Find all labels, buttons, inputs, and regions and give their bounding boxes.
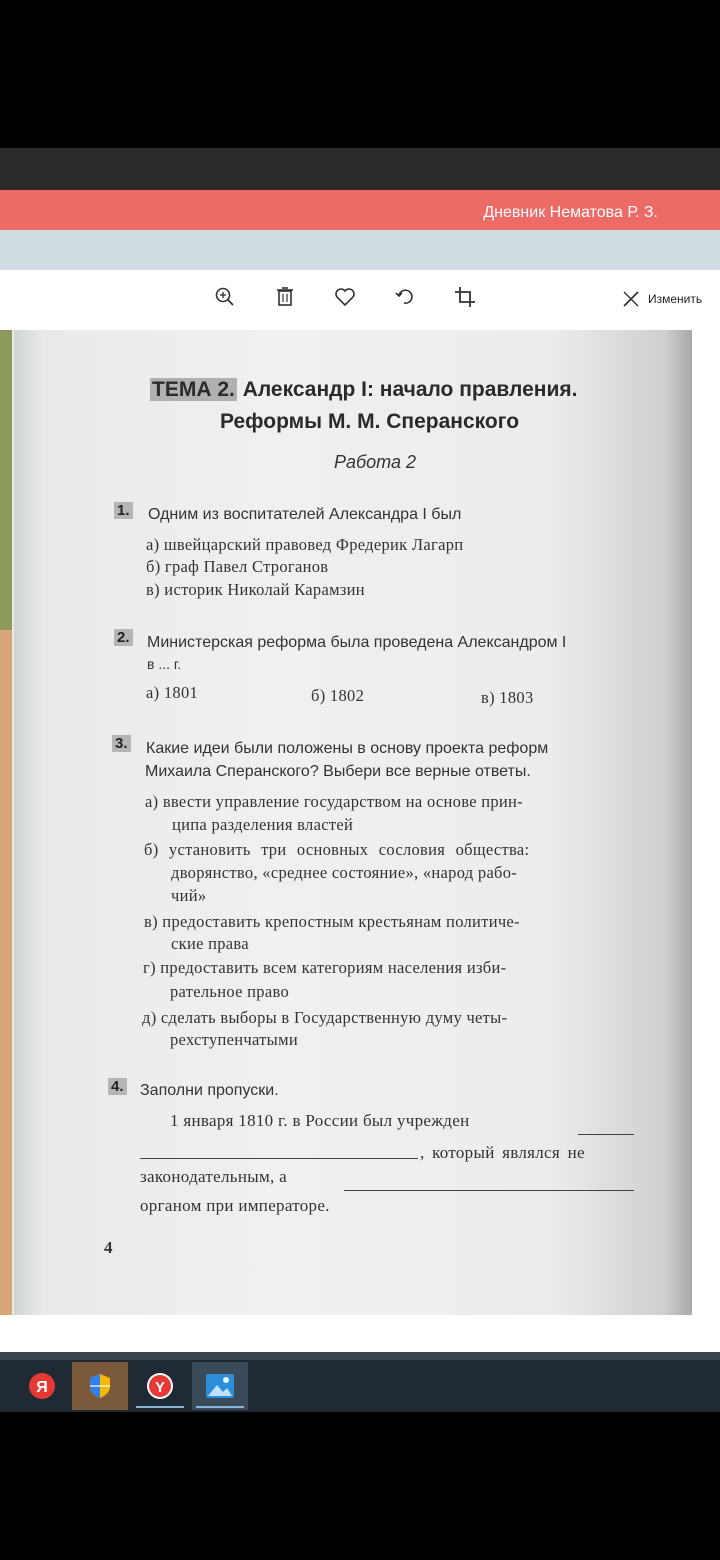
- answer-option: в) 1803: [481, 688, 534, 707]
- question-number: 2.: [114, 629, 133, 646]
- topic-label: ТЕМА 2.: [152, 378, 235, 401]
- page-number: 4: [104, 1238, 113, 1257]
- question-number: 3.: [112, 735, 131, 752]
- question-text: Михаила Сперанского? Выбери все верные ответы.: [145, 763, 531, 780]
- svg-text:Y: Y: [154, 1379, 166, 1396]
- answer-option-cont: ципа разделения властей: [172, 815, 354, 834]
- question-number: 4.: [108, 1078, 127, 1095]
- question-number: 1.: [114, 502, 133, 519]
- svg-text:Я: Я: [36, 1379, 48, 1396]
- crop-icon[interactable]: [452, 284, 478, 310]
- yandex-icon[interactable]: [132, 1362, 188, 1410]
- answer-option: г) предоставить всем категориям населения изби-: [143, 958, 507, 977]
- heading-line-1: Александр I: начало правления.: [242, 378, 578, 401]
- fill-blank: [344, 1190, 634, 1191]
- question-text: в ... г.: [147, 656, 182, 672]
- window-title-bar: [0, 148, 720, 190]
- status-area: [0, 0, 720, 148]
- answer-option: а) ввести управление государством на основе прин-: [145, 792, 523, 811]
- fill-text: органом при императоре.: [140, 1196, 330, 1215]
- edit-button[interactable]: [620, 287, 702, 311]
- answer-option: д) сделать выборы в Государственную думу четы-: [142, 1008, 508, 1027]
- yandex-browser-icon[interactable]: [14, 1362, 70, 1410]
- question-text: Заполни пропуски.: [140, 1082, 279, 1099]
- favorite-icon[interactable]: [332, 284, 358, 310]
- answer-option-cont: дворянство, «среднее состояние», «народ рабо-: [171, 863, 518, 882]
- answer-option: б) граф Павел Строганов: [146, 557, 329, 576]
- active-app-indicator: [196, 1406, 244, 1408]
- answer-option: а) 1801: [146, 683, 199, 702]
- question-text: Министерская реформа была проведена Александром I: [147, 634, 567, 651]
- question-text: Одним из воспитателей Александра I был: [148, 506, 462, 523]
- work-label: Работа 2: [334, 452, 416, 472]
- answer-option: в) историк Николай Карамзин: [146, 580, 365, 599]
- zoom-in-icon[interactable]: [212, 284, 238, 310]
- delete-icon[interactable]: [272, 284, 298, 310]
- page-fold-shadow: [14, 330, 42, 1315]
- active-app-indicator: [136, 1406, 184, 1408]
- navigation-area: [0, 1412, 720, 1560]
- fill-text: , который являлся не: [420, 1143, 585, 1162]
- page-heading: [150, 378, 577, 402]
- edit-icon: [620, 288, 642, 310]
- answer-option-cont: рехступенчатыми: [170, 1030, 298, 1049]
- security-shield-icon[interactable]: [72, 1362, 128, 1410]
- window-title: Дневник Нематова Р. З.: [483, 204, 658, 221]
- fill-blank: [140, 1158, 418, 1159]
- photos-icon[interactable]: [192, 1362, 248, 1410]
- fill-text: 1 января 1810 г. в России был учрежден: [170, 1111, 470, 1130]
- answer-option: а) швейцарский правовед Фредерик Лагарп: [146, 535, 464, 554]
- answer-option: б) 1802: [311, 686, 365, 705]
- book-spine: [0, 330, 12, 1315]
- answer-option: в) предоставить крепостным крестьянам политиче-: [144, 912, 520, 931]
- secondary-bar: [0, 230, 720, 270]
- answer-option-cont: рательное право: [170, 982, 290, 1001]
- question-text: Какие идеи были положены в основу проекта реформ: [146, 740, 549, 757]
- taskbar-top-strip: [0, 1352, 720, 1360]
- answer-option-cont: чий»: [171, 886, 207, 905]
- fill-blank: [578, 1134, 634, 1135]
- answer-option: б) установить три основных сословия общества:: [144, 840, 530, 859]
- photo-toolbar: [0, 270, 720, 328]
- fill-text: законодательным, а: [140, 1167, 287, 1186]
- spine-green: [0, 330, 12, 630]
- rotate-icon[interactable]: [392, 284, 418, 310]
- spine-orange: [0, 630, 12, 1315]
- edit-label: Изменить: [648, 292, 703, 306]
- answer-option-cont: ские права: [171, 934, 249, 953]
- heading-line-2: Реформы М. М. Сперанского: [220, 410, 520, 433]
